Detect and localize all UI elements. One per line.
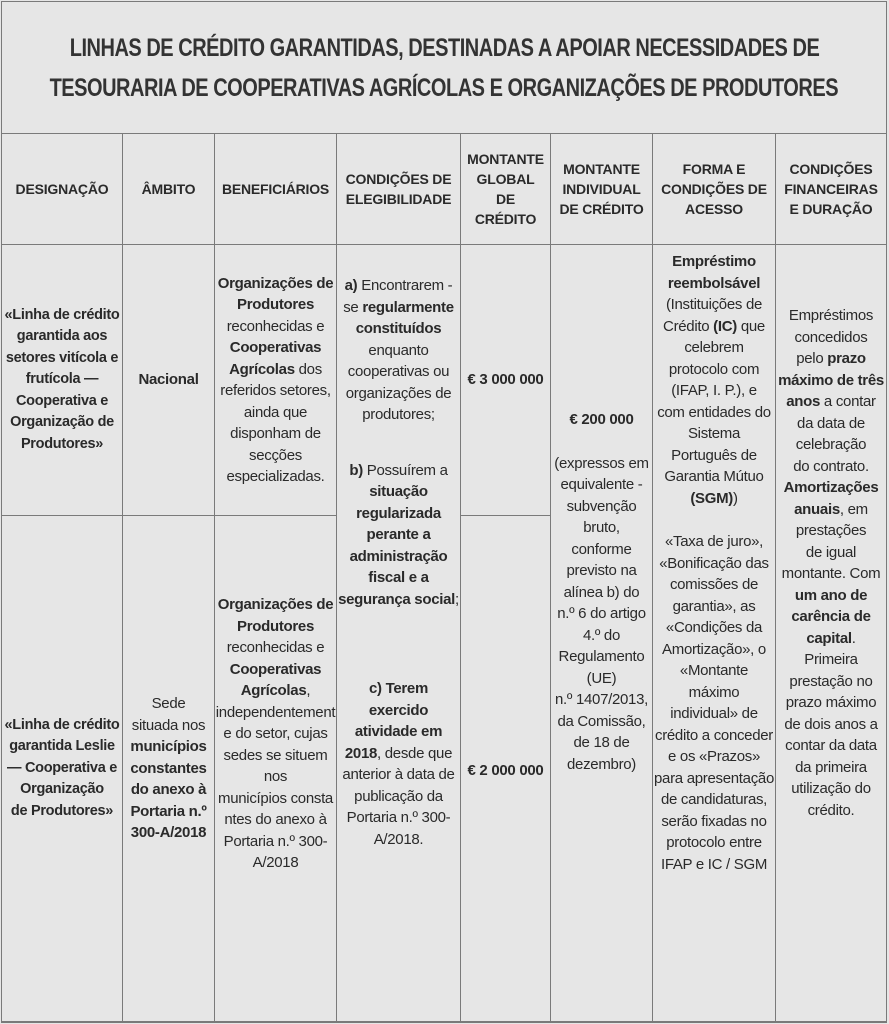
condicoes-financeiras-cell: Empréstimos concedidos pelo prazo máximo de três anos a contar da data de celebração do contrato. Amortizações anuais, em prestações de igual montante. Com um ano de carência de capital. Primeira prestação no prazo máximo de dois anos a contar da data da primeira utilização do crédito. [776,245,886,1022]
row2-designacao: «Linha de crédito garantida Leslie — Cooperativa e Organização de Produtores» [2,516,123,1022]
montante-individual-cell: € 200 000 (expressos em equivalente - subvenção bruto, conforme previsto na alínea b) do n.º 6 do artigo 4.º do Regulamento (UE) n.º 1407/2013, da Comissão, de 18 de dezembro) [551,245,653,1022]
title-line-2: TESOURARIA DE COOPERATIVAS AGRÍCOLAS E ORGANIZAÇÕES DE PRODUTORES [49,73,839,102]
row1-designacao: «Linha de crédito garantida aos setores vitícola e frutícola — Cooperativa e Organização de Produtores» [2,245,123,516]
row1-ambito: Nacional [123,245,215,516]
row2-beneficiarios: Organizações de Produtores reconhecidas e Cooperativas Agrícolas, independentement e do setor, cujas sedes se situem nos municípios consta ntes do anexo à Portaria n.º 300- A/2018 [215,516,337,1022]
forma-acesso-cell: Empréstimo reembolsável (Instituições de Crédito (IC) que celebrem protocolo com (IFAP, I. P.), e com entidades do Sistema Português de Garantia Mútuo (SGM)) «Taxa de juro», «Bonificação das comissões de garantia», as «Condições da Amortização», o «Montante máximo individual» de crédito a conceder e os «Prazos» para apresentação de candidaturas, serão fixadas no protocolo entre IFAP e IC / SGM [653,245,776,1022]
header-elegibilidade: CONDIÇÕES DE ELEGIBILIDADE [337,134,461,245]
header-designacao: DESIGNAÇÃO [2,134,123,245]
title-line-1: LINHAS DE CRÉDITO GARANTIDAS, DESTINADAS A APOIAR NECESSIDADES DE [69,33,819,62]
row1-montante-global: € 3 000 000 [461,245,551,516]
header-condicoes-financeiras: CONDIÇÕES FINANCEIRAS E DURAÇÃO [776,134,886,245]
header-beneficiarios: BENEFICIÁRIOS [215,134,337,245]
header-forma-acesso: FORMA E CONDIÇÕES DE ACESSO [653,134,776,245]
row1-beneficiarios: Organizações de Produtores reconhecidas e Cooperativas Agrícolas dos referidos setores, ainda que disponham de secções especializadas. [215,245,337,516]
header-ambito: ÂMBITO [123,134,215,245]
header-montante-global: MONTANTE GLOBAL DE CRÉDITO [461,134,551,245]
row2-ambito: Sede situada nos municípios constantes do anexo à Portaria n.º 300-A/2018 [123,516,215,1022]
header-montante-individual: MONTANTE INDIVIDUAL DE CRÉDITO [551,134,653,245]
elegibilidade-cell: a) Encontrarem - se regularmente constituídos enquanto cooperativas ou organizações de produtores; b) Possuírem a situação regularizada perante a administração fiscal e a segurança social; c) Terem exercido atividade em 2018, desde que anterior à data de publicação da Portaria n.º 300- A/2018. [337,245,461,1022]
page-title [2,2,886,134]
row2-montante-global: € 2 000 000 [461,516,551,1022]
